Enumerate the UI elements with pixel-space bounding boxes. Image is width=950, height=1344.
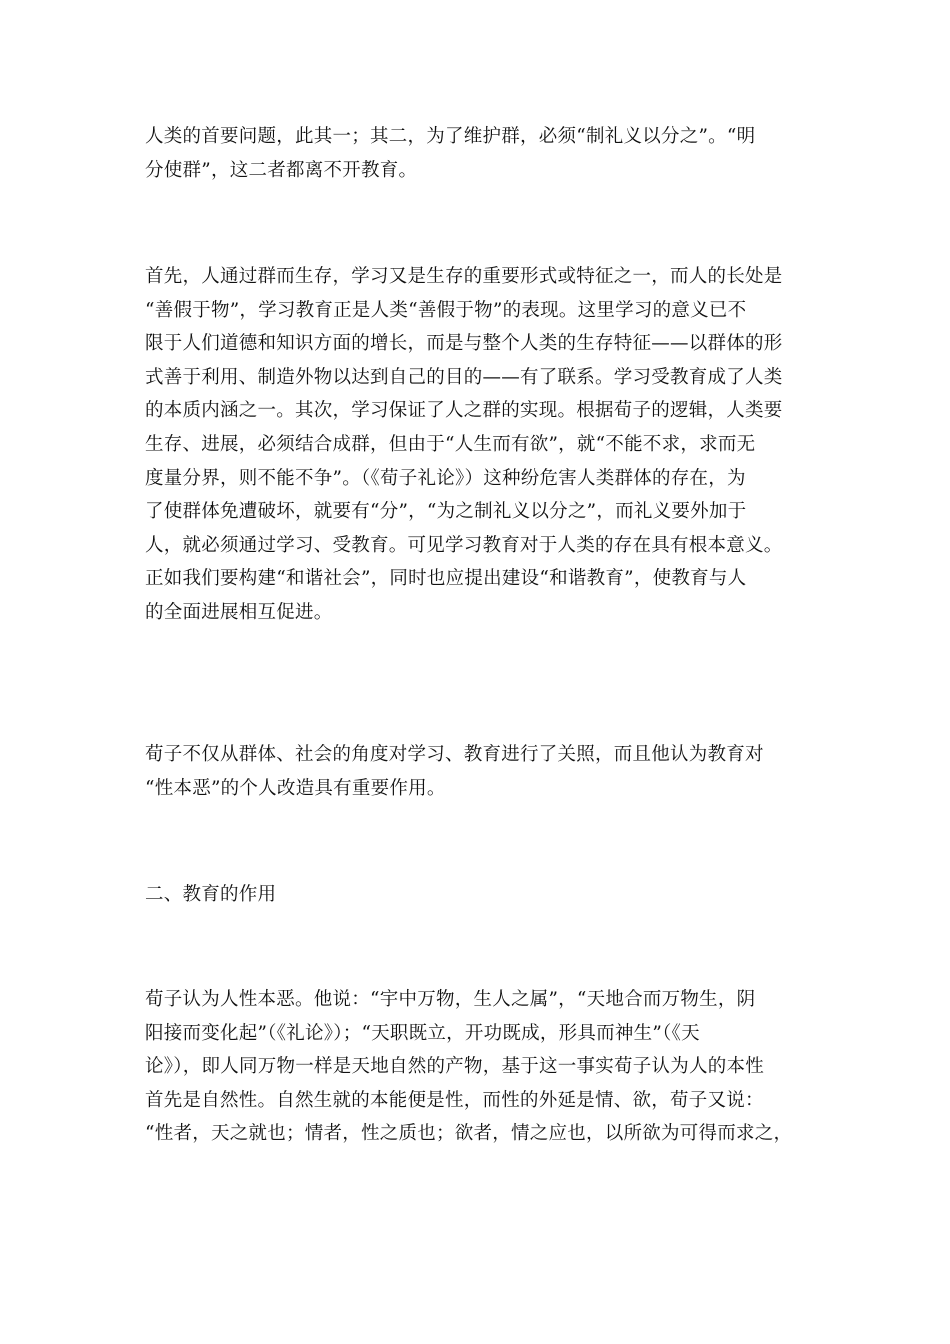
text-line: 度量分界，则不能不争”。（《荀子礼论》）这种纷危害人类群体的存在，为 — [145, 467, 746, 489]
paragraph-3 — [145, 738, 810, 805]
text-line: 生存、进展，必须结合成群，但由于“人生而有欲”，就“不能不求，求而无 — [145, 433, 756, 455]
text-line: 的全面进展相互促进。 — [145, 601, 333, 623]
text-line: 正如我们要构建“和谐社会”，同时也应提出建设“和谐教育”，使教育与人 — [145, 568, 747, 590]
text-line: “性者，天之就也；情者，性之质也；欲者，情之应也，以所欲为可得而求之， — [145, 1123, 793, 1145]
text-line: 荀子不仅从群体、社会的角度对学习、教育进行了关照，而且他认为教育对 — [145, 744, 764, 765]
text-line: 人类的首要问题，此其一；其二，为了维护群，必须“制礼义以分之”。“明 — [145, 126, 756, 147]
text-line: 的本质内涵之一。其次，学习保证了人之群的实现。根据荀子的逻辑，人类要 — [145, 400, 783, 422]
text-line: 首先是自然性。自然生就的本能便是性，而性的外延是情、欲，荀子又说： — [145, 1089, 764, 1111]
text-line: 人，就必须通过学习、受教育。可见学习教育对于人类的存在具有根本意义。 — [145, 534, 783, 556]
heading-text: 二、教育的作用 — [145, 884, 277, 905]
text-line: 限于人们道德和知识方面的增长，而是与整个人类的生存特征——以群体的形 — [145, 333, 783, 355]
text-line: 式善于利用、制造外物以达到自己的目的——有了联系。学习受教育成了人类 — [145, 366, 783, 388]
text-line: 阳接而变化起”（《礼论》）；“天职既立，开功既成，形具而神生”（《天 — [145, 1022, 700, 1044]
text-line: 分使群”，这二者都离不开教育。 — [145, 159, 418, 181]
text-line: 了使群体免遭破坏，就要有“分”，“为之制礼义以分之”，而礼义要外加于 — [145, 501, 747, 523]
paragraph-4 — [145, 983, 810, 1151]
paragraph-1 — [145, 120, 810, 187]
text-line: 论》），即人同万物一样是天地自然的产物，基于这一事实荀子认为人的本性 — [145, 1056, 765, 1078]
paragraph-2 — [145, 260, 810, 630]
text-line: 荀子认为人性本恶。他说：“宇中万物，生人之属”，“天地合而万物生，阴 — [145, 989, 756, 1010]
text-line: 首先，人通过群而生存，学习又是生存的重要形式或特征之一，而人的长处是 — [145, 266, 783, 287]
text-line: “性本恶”的个人改造具有重要作用。 — [145, 777, 446, 799]
text-line: “善假于物”，学习教育正是人类“善假于物”的表现。这里学习的意义已不 — [145, 299, 747, 321]
section-heading — [145, 878, 810, 912]
